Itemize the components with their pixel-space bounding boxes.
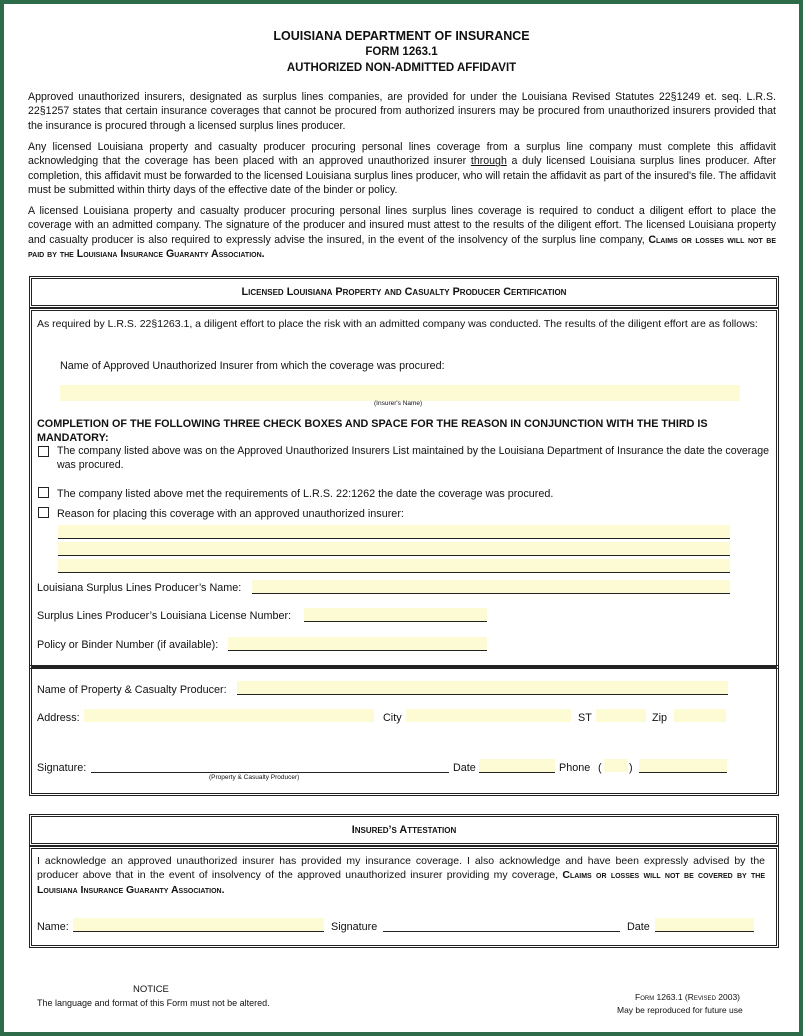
intro-p2-text: Any licensed Louisiana property and casualty producer procuring personal lines coverage from a surplus line company must complete this affidavit acknowledging that the coverage has been placed with an approved unauthorized insurer [28, 141, 776, 168]
check2-label: The company listed above met the requirements of L.R.S. 22:1262 the date the coverage was procured. [57, 488, 554, 500]
form-number: FORM 1263.1 [365, 46, 438, 58]
phone-area-code-field[interactable] [604, 759, 628, 772]
city-label: City [383, 712, 402, 724]
insurer-name-field[interactable] [60, 385, 740, 401]
attestation-warning: Claims or losses will not be covered by the Louisiana Insurance Guaranty Association. [37, 869, 765, 896]
intro-paragraph-1: Approved unauthorized insurers, designated as surplus lines companies, are provided for under the Louisiana Revised Statutes 22§1249 et. seq. L.R.S. 22§1257 states that certain insurance coverages that cannot be procured from authorized insurers may be procured from unauthorized insurers provided that the insurance is procured through a licensed surplus lines producer. [28, 91, 776, 132]
mandatory-instruction: COMPLETION OF THE FOLLOWING THREE CHECK BOXES AND SPACE FOR THE REASON IN CONJUNCTION WITH THE THIRD IS MANDATORY: [37, 418, 708, 444]
intro-p3-warning: Claims or losses will not be paid by the Louisiana Insurance Guaranty Association. [28, 233, 776, 261]
city-field[interactable] [406, 709, 571, 722]
surplus-producer-name-field[interactable] [252, 580, 730, 594]
insured-signature-field[interactable] [383, 918, 620, 932]
form-revision [635, 992, 740, 1002]
license-number-field[interactable] [304, 608, 487, 622]
pc-signature-caption: (Property & Casualty Producer) [209, 774, 300, 781]
pc-date-field[interactable] [479, 759, 555, 773]
intro-paragraph-3 [28, 204, 776, 262]
pc-date-label: Date [453, 762, 476, 774]
checkbox-met-requirements[interactable] [38, 487, 49, 498]
policy-number-label: Policy or Binder Number (if available): [37, 639, 219, 651]
pc-producer-name-field[interactable] [237, 681, 728, 695]
form-revision-year: 2003) [715, 992, 741, 1002]
address-field[interactable] [84, 709, 374, 722]
phone-paren-close: ) [629, 762, 633, 774]
insured-signature-label: Signature [331, 921, 378, 933]
phone-paren-open: ( [598, 762, 602, 774]
surplus-producer-name-label: Louisiana Surplus Lines Producer’s Name: [37, 582, 242, 594]
policy-number-field[interactable] [228, 637, 487, 651]
notice-text: The language and format of this Form must not be altered. [37, 998, 270, 1008]
form-title: AUTHORIZED NON-ADMITTED AFFIDAVIT [286, 62, 517, 74]
insured-name-label: Name: [37, 921, 69, 933]
checkbox-approved-list[interactable] [38, 446, 49, 457]
attestation-text [37, 854, 765, 897]
attestation-body: I acknowledge an approved unauthorized insurer has provided my insurance coverage. I also acknowledge and have been expressly advised by the producer above that in the event of insolvency of the approved unauthorized insurer providing my coverage, [37, 855, 765, 882]
license-number-label: Surplus Lines Producer’s Louisiana License Number: [37, 610, 292, 622]
diligent-effort-text: As required by L.R.S. 22§1263.1, a diligent effort to place the risk with an admitted company was conducted. The results of the diligent effort are as follows: [37, 318, 758, 330]
insured-date-label: Date [627, 921, 650, 933]
reason-line-2[interactable] [58, 542, 730, 556]
pc-signature-label: Signature: [37, 762, 87, 774]
form-revision-word: Revised [687, 992, 716, 1002]
checkbox-reason[interactable] [38, 507, 49, 518]
check3-label: Reason for placing this coverage with an approved unauthorized insurer: [57, 508, 404, 520]
attestation-title: Insured’s Attestation [29, 814, 779, 846]
intro-p2-underlined: through [470, 155, 507, 168]
form-revision-id: Form 1263.1 ( [635, 992, 688, 1002]
certification-title: Licensed Louisiana Property and Casualty Producer Certification [29, 276, 779, 308]
zip-label: Zip [652, 712, 667, 724]
state-field[interactable] [596, 709, 646, 722]
insured-date-field[interactable] [655, 918, 754, 932]
phone-number-field[interactable] [639, 759, 727, 773]
department-title: LOUISIANA DEPARTMENT OF INSURANCE [273, 29, 530, 43]
phone-label: Phone [559, 762, 591, 774]
pc-producer-name-label: Name of Property & Casualty Producer: [37, 684, 227, 696]
address-label: Address: [37, 712, 80, 724]
reason-line-3[interactable] [58, 559, 730, 573]
insurer-name-caption: (Insurer's Name) [374, 400, 423, 407]
insurer-name-label: Name of Approved Unauthorized Insurer from which the coverage was procured: [60, 360, 445, 372]
state-label: ST [578, 712, 592, 724]
pc-signature-field[interactable] [91, 759, 449, 773]
intro-paragraph-2 [28, 140, 776, 198]
insured-name-field[interactable] [73, 918, 324, 932]
intro-p3-text: A licensed Louisiana property and casualty producer procuring personal lines surplus lines coverage is required to conduct a diligent effort to place the coverage with an admitted company. The signature of the producer and insured must attest to the results of the diligent effort. The licensed Louisiana property and casualty producer is also required to expressly advise the insured, in the event of the insolvency of the surplus line company, [28, 205, 776, 246]
zip-field[interactable] [674, 709, 726, 722]
reproduce-note: May be reproduced for future use [617, 1005, 743, 1015]
reason-line-1[interactable] [58, 525, 730, 539]
intro-p2-text-b: a duly licensed Louisiana surplus lines producer. After completion, this affidavit must be forwarded to the licensed Louisiana surplus lines producer, who will retain the affidavit as part of the insured's file. The affidavit must be submitted within thirty days of the effective date of the binder or policy. [28, 155, 776, 197]
check1-label: The company listed above was on the Approved Unauthorized Insurers List maintained by the Louisiana Department of Insurance the date the coverage was procured. [57, 445, 769, 471]
notice-title: NOTICE [133, 984, 169, 995]
